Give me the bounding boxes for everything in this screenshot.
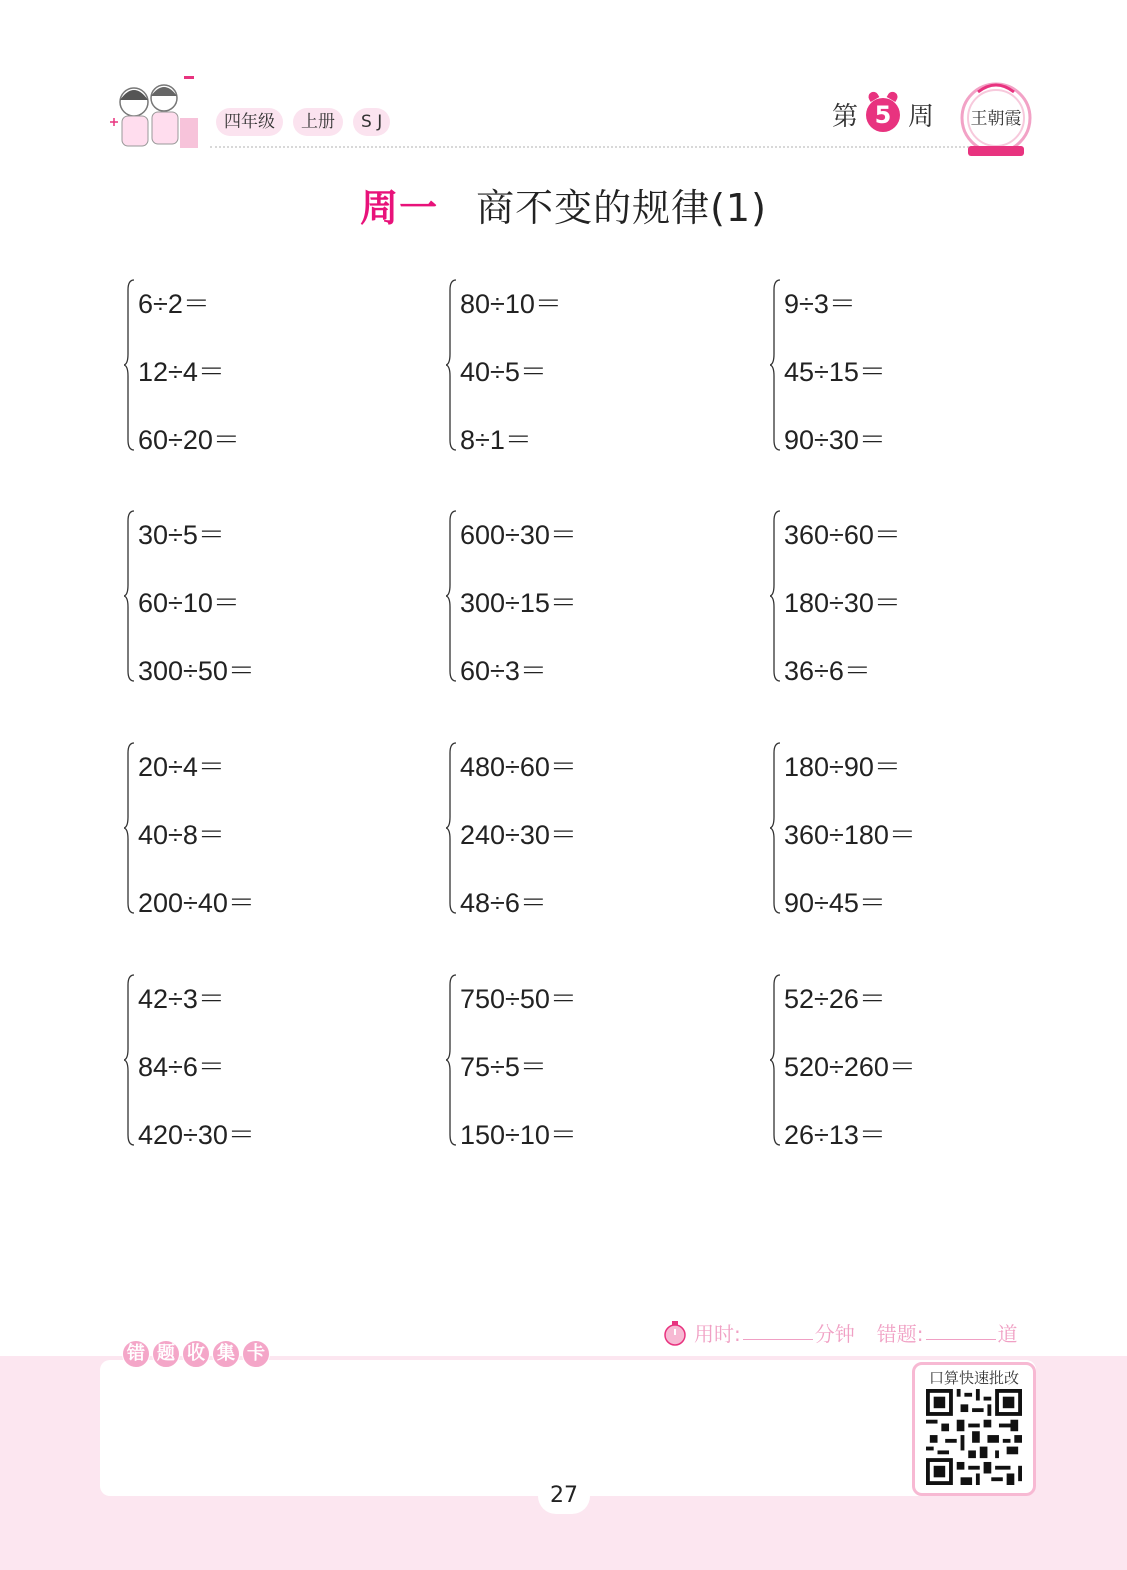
kids-illustration	[104, 72, 208, 156]
problem-group	[124, 513, 424, 693]
problem-group	[124, 977, 424, 1157]
page-number: 27	[538, 1478, 590, 1514]
page-header	[0, 0, 1127, 170]
problem-item: 12÷4＝	[138, 357, 225, 387]
left-brace	[446, 278, 460, 452]
problem-item: 200÷40＝	[138, 888, 255, 918]
label-char: 收	[182, 1340, 210, 1368]
left-brace	[124, 278, 138, 452]
svg-text:王朝霞: 王朝霞	[970, 109, 1022, 129]
problem-group	[124, 745, 424, 925]
error-collection-label	[122, 1340, 270, 1368]
brand-logo	[958, 80, 1034, 160]
problem-item: 60÷20＝	[138, 425, 240, 455]
qr-code-icon[interactable]	[925, 1389, 1023, 1485]
problem-group	[446, 745, 746, 925]
problem-item: 360÷180＝	[784, 820, 916, 850]
qr-panel	[912, 1362, 1036, 1496]
time-error-record	[662, 1318, 1018, 1347]
problem-group	[124, 282, 424, 462]
label-char: 卡	[242, 1340, 270, 1368]
left-brace	[770, 741, 784, 915]
header-divider	[210, 146, 985, 148]
problem-item: 52÷26＝	[784, 984, 886, 1014]
left-brace	[770, 509, 784, 683]
errors-label: 错题:	[876, 1322, 924, 1346]
problem-group	[446, 513, 746, 693]
edition-tag: S J	[353, 108, 390, 136]
problem-item: 180÷90＝	[784, 752, 901, 782]
left-brace	[446, 509, 460, 683]
problem-item: 40÷5＝	[460, 357, 547, 387]
title-topic: 商不变的规律(1)	[476, 186, 767, 230]
errors-unit: 道	[997, 1322, 1018, 1346]
problem-item: 36÷6＝	[784, 656, 871, 686]
label-char: 集	[212, 1340, 240, 1368]
problem-group	[446, 282, 746, 462]
problem-item: 90÷45＝	[784, 888, 886, 918]
problem-item: 45÷15＝	[784, 357, 886, 387]
time-label: 用时:	[694, 1322, 741, 1346]
problem-item: 80÷10＝	[460, 289, 562, 319]
problem-item: 60÷10＝	[138, 588, 240, 618]
problem-item: 420÷30＝	[138, 1120, 255, 1150]
problem-item: 480÷60＝	[460, 752, 577, 782]
week-suffix: 周	[908, 102, 935, 132]
problem-item: 520÷260＝	[784, 1052, 916, 1082]
left-brace	[124, 973, 138, 1147]
title-day: 周一	[360, 186, 439, 230]
problem-item: 750÷50＝	[460, 984, 577, 1014]
problem-item: 40÷8＝	[138, 820, 225, 850]
problem-group	[770, 977, 1070, 1157]
problem-item: 26÷13＝	[784, 1120, 886, 1150]
week-prefix: 第	[832, 102, 859, 132]
problem-item: 42÷3＝	[138, 984, 225, 1014]
left-brace	[124, 741, 138, 915]
left-brace	[770, 278, 784, 452]
problem-item: 6÷2＝	[138, 289, 210, 319]
qr-caption: 口算快速批改	[928, 1369, 1019, 1387]
stopwatch-icon	[662, 1320, 688, 1346]
left-brace	[446, 741, 460, 915]
problem-item: 300÷50＝	[138, 656, 255, 686]
time-blank[interactable]	[743, 1325, 813, 1340]
problem-item: 9÷3＝	[784, 289, 856, 319]
problem-item: 240÷30＝	[460, 820, 577, 850]
problem-group	[770, 282, 1070, 462]
volume-tag: 上册	[293, 108, 343, 136]
label-char: 错	[122, 1340, 150, 1368]
problem-item: 60÷3＝	[460, 656, 547, 686]
problem-item: 20÷4＝	[138, 752, 225, 782]
week-indicator	[832, 96, 934, 133]
problem-item: 48÷6＝	[460, 888, 547, 918]
problem-item: 30÷5＝	[138, 520, 225, 550]
problem-item: 180÷30＝	[784, 588, 901, 618]
time-unit: 分钟	[814, 1322, 855, 1346]
left-brace	[770, 973, 784, 1147]
problem-item: 360÷60＝	[784, 520, 901, 550]
left-brace	[446, 973, 460, 1147]
problem-group	[446, 977, 746, 1157]
page-title	[0, 183, 1127, 233]
problem-item: 600÷30＝	[460, 520, 577, 550]
error-collection-card[interactable]	[100, 1360, 1036, 1496]
problem-item: 90÷30＝	[784, 425, 886, 455]
problem-item: 75÷5＝	[460, 1052, 547, 1082]
problem-group	[770, 745, 1070, 925]
label-char: 题	[152, 1340, 180, 1368]
problem-group	[770, 513, 1070, 693]
grade-tag: 四年级	[216, 108, 283, 136]
errors-blank[interactable]	[926, 1325, 996, 1340]
problem-item: 150÷10＝	[460, 1120, 577, 1150]
problem-item: 300÷15＝	[460, 588, 577, 618]
problem-item: 84÷6＝	[138, 1052, 225, 1082]
left-brace	[124, 509, 138, 683]
problem-item: 8÷1＝	[460, 425, 532, 455]
grade-tags	[216, 108, 390, 136]
week-number-badge: 5	[866, 98, 900, 132]
